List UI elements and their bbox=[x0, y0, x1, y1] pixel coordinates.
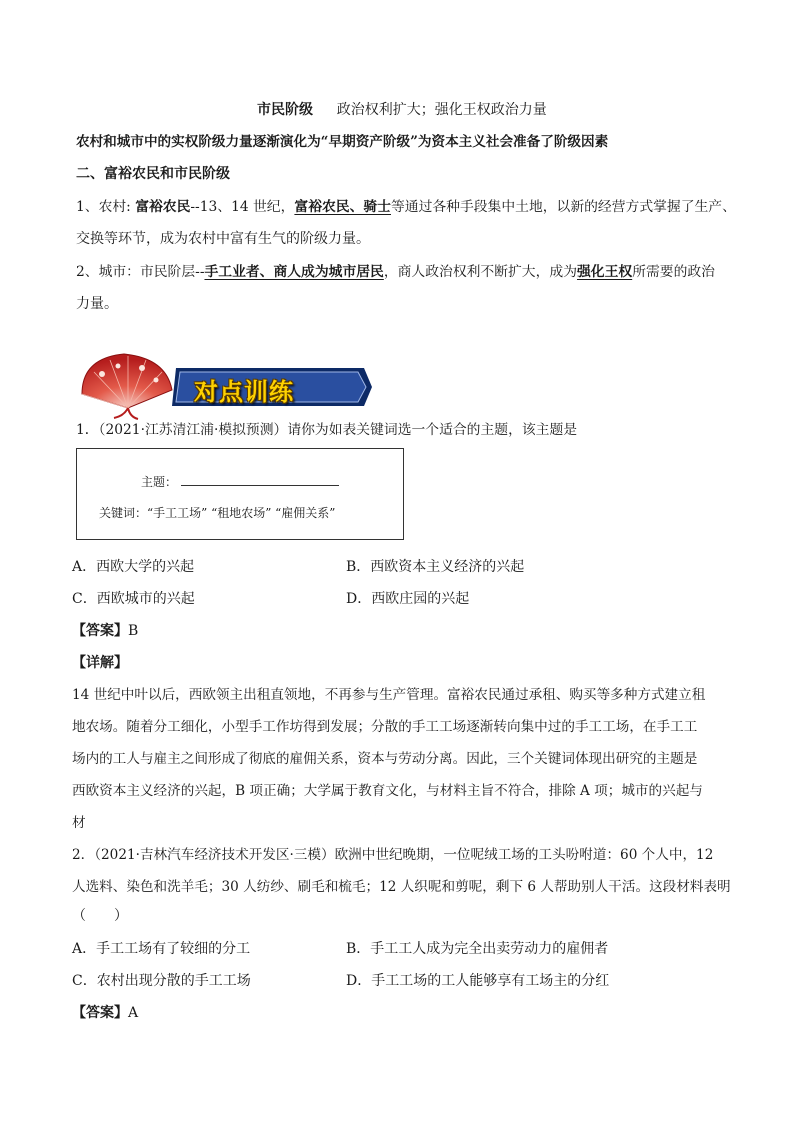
q1-option-b: B．西欧资本主义经济的兴起 bbox=[346, 559, 525, 575]
banner-title: 对点训练 bbox=[194, 378, 294, 406]
q1-detail-line: 14 世纪中叶以后，西欧领主出租直领地，不再参与生产管理。富裕农民通过承租、购买等多种方式建立租 bbox=[72, 687, 706, 703]
item1-rest: 等通过各种手段集中土地，以新的经营方式掌握了生产、 bbox=[390, 199, 736, 215]
q1-stem: 1．（2021·江苏清江浦·模拟预测）请你为如表关键词选一个适合的主题，该主题是 bbox=[76, 422, 578, 438]
header-line bbox=[257, 100, 547, 120]
q1-detail-line: 材 bbox=[72, 815, 86, 831]
box-topic-label: 主题： bbox=[141, 475, 178, 489]
header-label: 市民阶级 bbox=[257, 102, 313, 118]
box-topic-row bbox=[141, 473, 339, 490]
q2-answer bbox=[72, 1003, 138, 1023]
q2-option-c: C．农村出现分散的手工工场 bbox=[72, 973, 251, 989]
header-text: 政治权利扩大；强化王权政治力量 bbox=[336, 102, 547, 118]
q2-answer-value: A bbox=[128, 1005, 139, 1021]
q1-option-c: C．西欧城市的兴起 bbox=[72, 591, 195, 607]
item2-emph: 手工业者、商人成为城市居民 bbox=[204, 264, 384, 280]
item1-line1 bbox=[76, 197, 736, 217]
section-banner bbox=[72, 350, 382, 420]
q2-option-b: B．手工工人成为完全出卖劳动力的雇佣者 bbox=[346, 941, 609, 957]
item1-prefix: 1、农村: bbox=[76, 199, 136, 215]
q2-stem-line: 2．（2021·吉林汽车经济技术开发区·三模）欧洲中世纪晚期，一位呢绒工场的工头吩咐道：60 个人中，12 bbox=[72, 847, 714, 863]
item1-emph: 富裕农民、骑士 bbox=[294, 199, 391, 215]
q1-detail-line: 地农场。随着分工细化，小型手工作坊得到发展；分散的手工工场逐渐转向集中过的手工工场，在手工工 bbox=[72, 719, 698, 735]
q1-answer-label: 【答案】 bbox=[72, 623, 128, 639]
q1-detail-line: 西欧资本主义经济的兴起，B 项正确；大学属于教育文化，与材料主旨不符合，排除 A 项；城市的兴起与 bbox=[72, 783, 703, 799]
item2-rest: 所需要的政治 bbox=[632, 264, 715, 280]
item2-line1 bbox=[76, 262, 715, 282]
fan-icon bbox=[72, 350, 182, 420]
q1-detail-label: 【详解】 bbox=[72, 655, 128, 671]
item2-emph2: 强化王权 bbox=[577, 264, 633, 280]
q2-option-d: D．手工工场的工人能够享有工场主的分红 bbox=[346, 973, 610, 989]
q2-stem-line: （ ） bbox=[72, 908, 128, 924]
summary-line: 农村和城市中的实权阶级力量逐渐演化为“早期资产阶级”为资本主义社会准备了阶级因素 bbox=[76, 134, 609, 150]
item2-line2: 力量。 bbox=[76, 296, 118, 312]
q2-option-a: A．手工工场有了较细的分工 bbox=[72, 941, 251, 957]
item2-prefix: 2、城市：市民阶层-- bbox=[76, 264, 205, 280]
q2-stem-line: 人选料、染色和洗羊毛；30 人纺纱、刷毛和梳毛；12 人织呢和剪呢，剩下 6 人帮助别人干活。这段材料表明 bbox=[72, 879, 731, 895]
box-keywords: 关键词：“手工工场” “租地农场” “雇佣关系” bbox=[99, 506, 336, 520]
item1-term: 富裕农民 bbox=[135, 199, 191, 215]
q1-option-d: D．西欧庄园的兴起 bbox=[346, 591, 470, 607]
section-title: 二、富裕农民和市民阶级 bbox=[76, 166, 230, 182]
item1-after-term: --13、14 世纪， bbox=[190, 199, 295, 215]
topic-blank bbox=[181, 473, 339, 486]
q1-answer bbox=[72, 621, 138, 641]
item1-line2: 交换等环节，成为农村中富有生气的阶级力量。 bbox=[76, 231, 370, 247]
q1-detail-line: 场内的工人与雇主之间形成了彻底的雇佣关系，资本与劳动分离。因此，三个关键词体现出研究的主题是 bbox=[72, 751, 698, 767]
item2-mid: ，商人政治权利不断扩大，成为 bbox=[383, 264, 577, 280]
keyword-box bbox=[76, 448, 404, 540]
q1-option-a: A．西欧大学的兴起 bbox=[72, 559, 195, 575]
q2-answer-label: 【答案】 bbox=[72, 1005, 128, 1021]
q1-answer-value: B bbox=[128, 623, 139, 639]
